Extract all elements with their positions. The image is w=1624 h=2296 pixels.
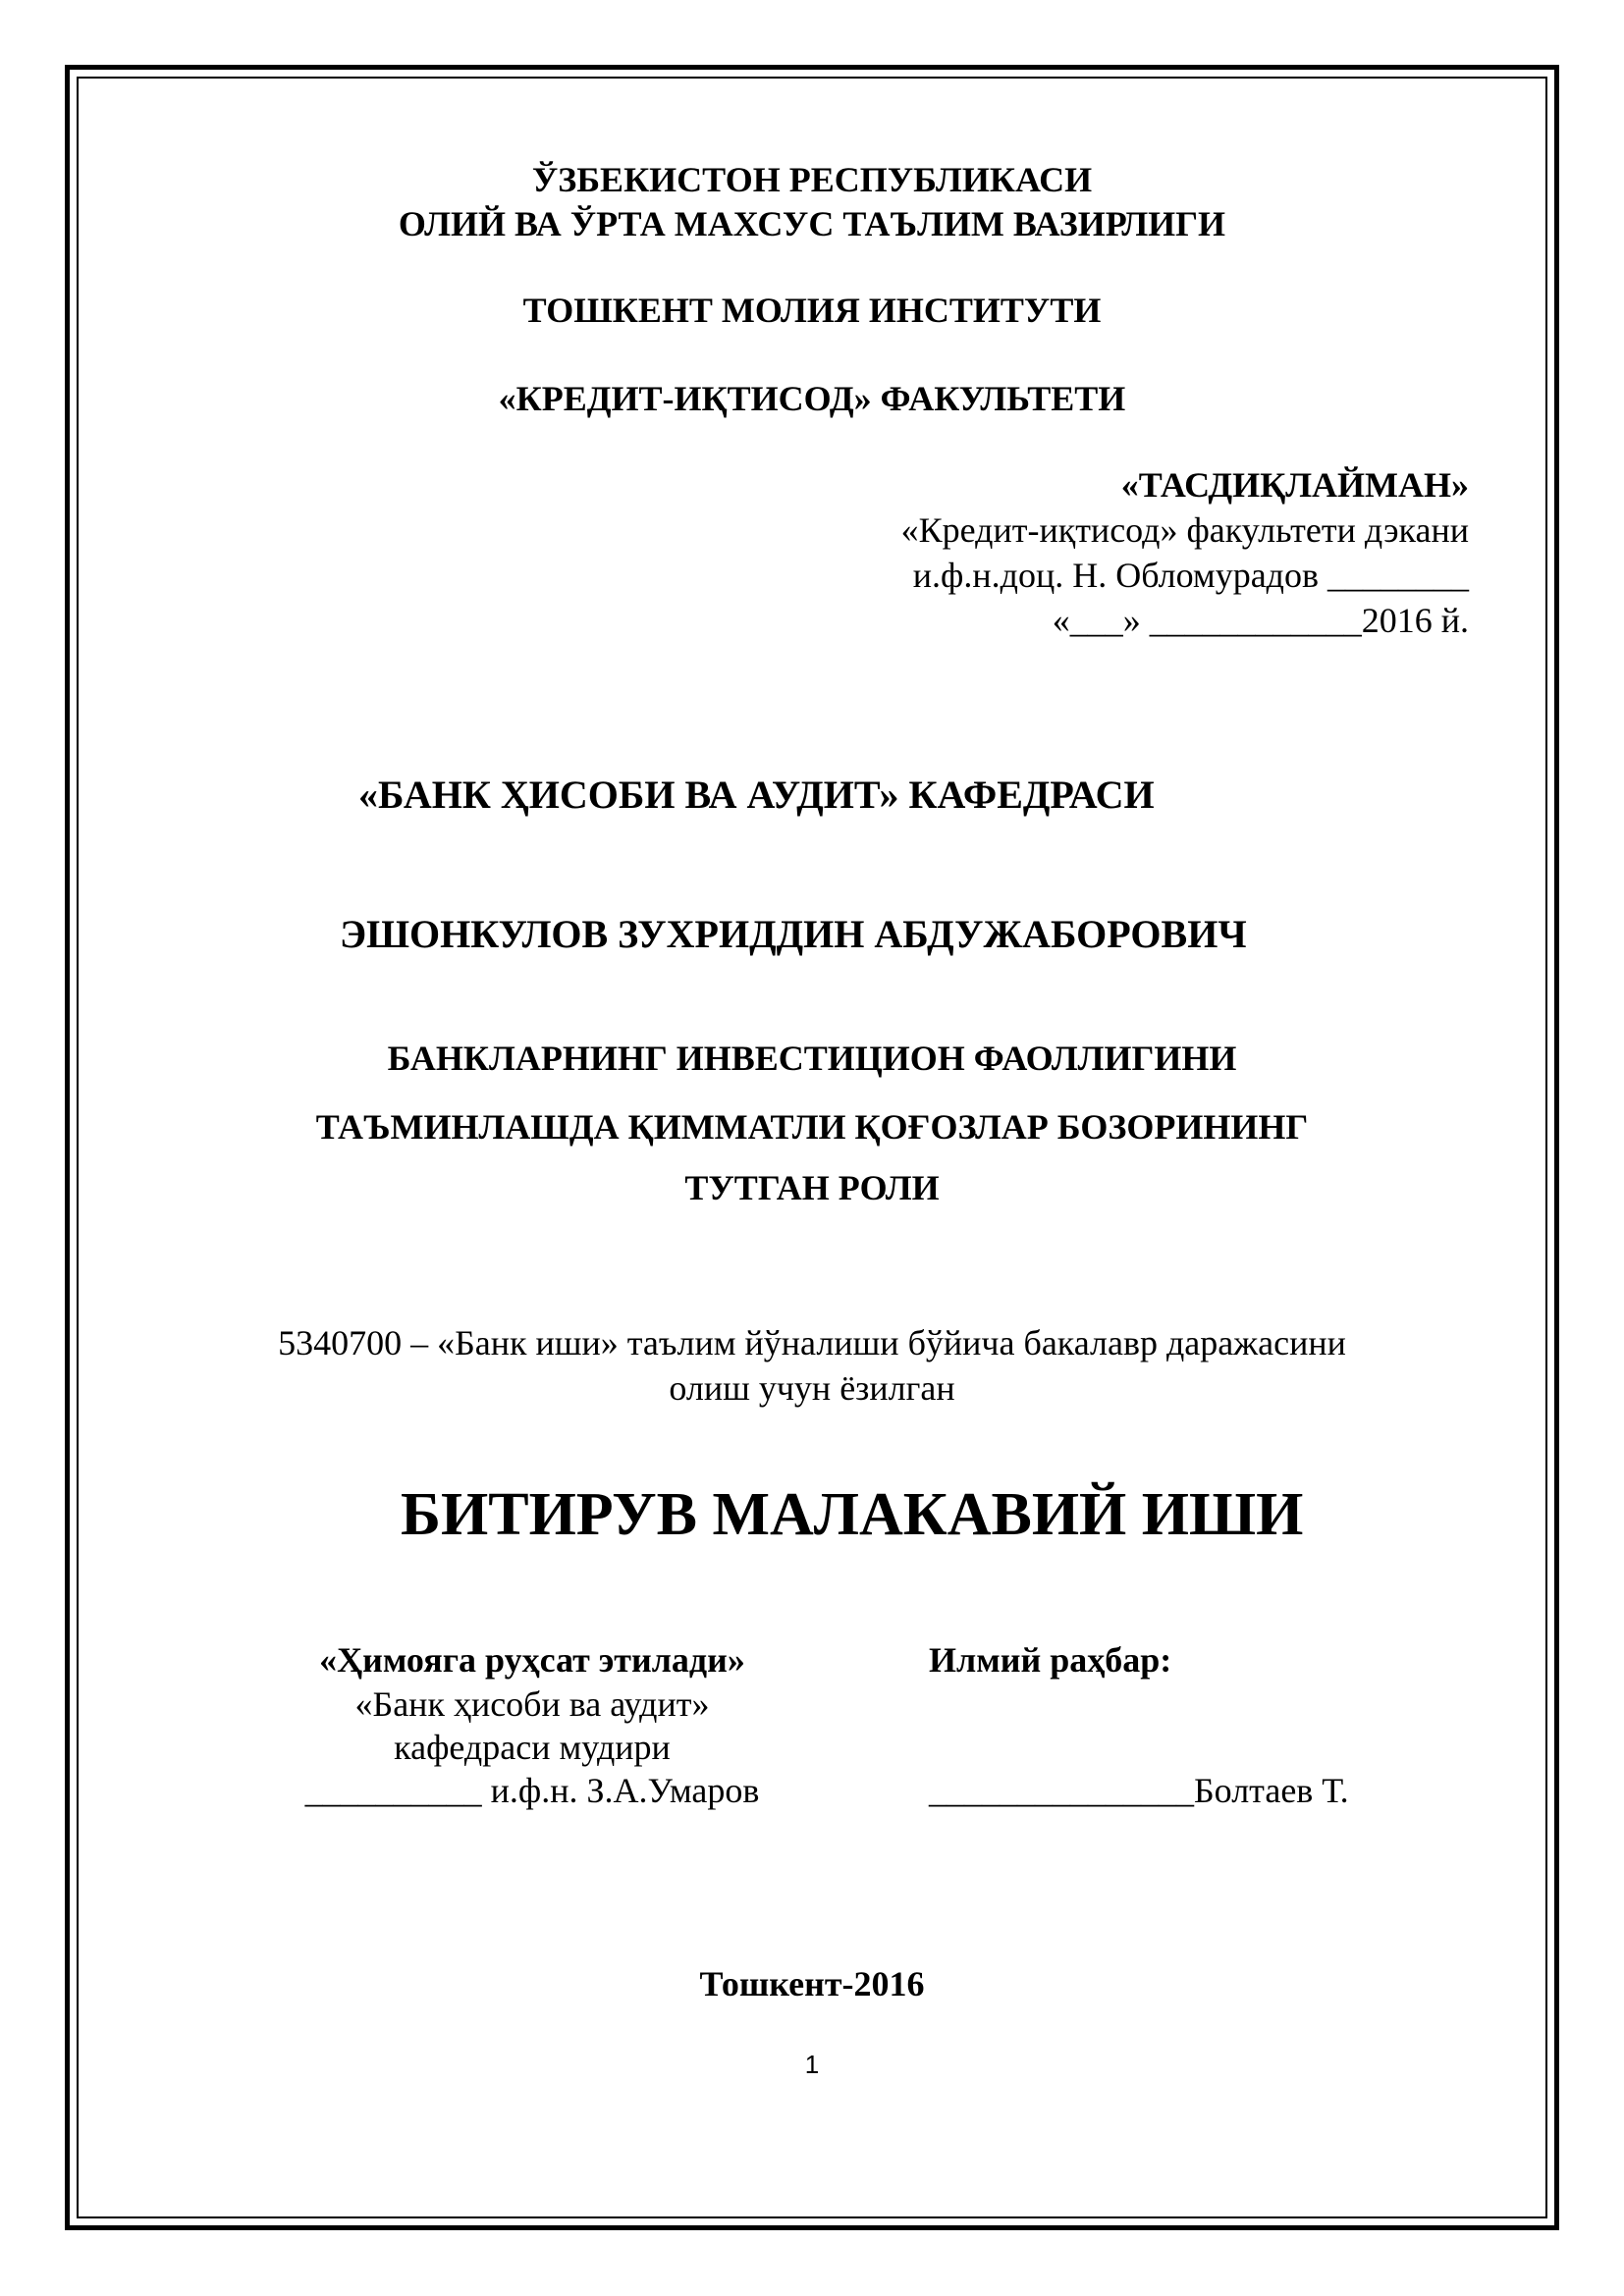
program-line-2: олиш учун ёзилган [669,1368,955,1408]
thesis-title-line-3: ТУТГАН РОЛИ [684,1168,940,1207]
supervisor-signature: _______________Болтаев Т. [929,1771,1349,1810]
approval-title: «ТАСДИҚЛАЙМАН» [1120,465,1469,505]
program-line-1: 5340700 – «Банк иши» таълим йўналиши бўйича бакалавр даражасини [278,1323,1346,1362]
republic-heading: ЎЗБЕКИСТОН РЕСПУБЛИКАСИ [531,160,1093,199]
approval-dean-name: и.ф.н.доц. Н. Обломурадов ________ [912,556,1469,595]
defense-department-line: «Банк ҳисоби ва аудит» [354,1684,710,1724]
supervisor-title: Илмий раҳбар: [929,1640,1172,1680]
defense-title: «Ҳимояга руҳсат этилади» [319,1640,745,1680]
ministry-heading: ОЛИЙ ВА ЎРТА МАХСУС ТАЪЛИМ ВАЗИРЛИГИ [398,204,1226,243]
thesis-title-line-1: БАНКЛАРНИНГ ИНВЕСТИЦИОН ФАОЛЛИГИНИ [387,1039,1237,1078]
page-number: 1 [804,2050,820,2079]
approval-date-line: «___» ____________2016 й. [1052,601,1469,640]
department-heading: «БАНК ҲИСОБИ ВА АУДИТ» КАФЕДРАСИ [358,773,1155,817]
defense-head-line: кафедраси мудири [394,1728,671,1767]
thesis-title-line-2: ТАЪМИНЛАШДА ҚИММАТЛИ ҚОҒОЗЛАР БОЗОРИНИНГ [315,1107,1309,1147]
faculty-heading: «КРЕДИТ-ИҚТИСОД» ФАКУЛЬТЕТИ [498,379,1126,418]
defense-signature: __________ и.ф.н. З.А.Умаров [304,1771,760,1810]
institute-heading: ТОШКЕНТ МОЛИЯ ИНСТИТУТИ [522,291,1102,330]
work-type-title: БИТИРУВ МАЛАКАВИЙ ИШИ [401,1481,1304,1548]
approval-dean-line: «Кредит-иқтисод» факультети дэкани [900,510,1469,550]
city-year: Тошкент-2016 [699,1964,925,2003]
author-name: ЭШОНКУЛОВ ЗУХРИДДИН АБДУЖАБОРОВИЧ [340,912,1247,956]
